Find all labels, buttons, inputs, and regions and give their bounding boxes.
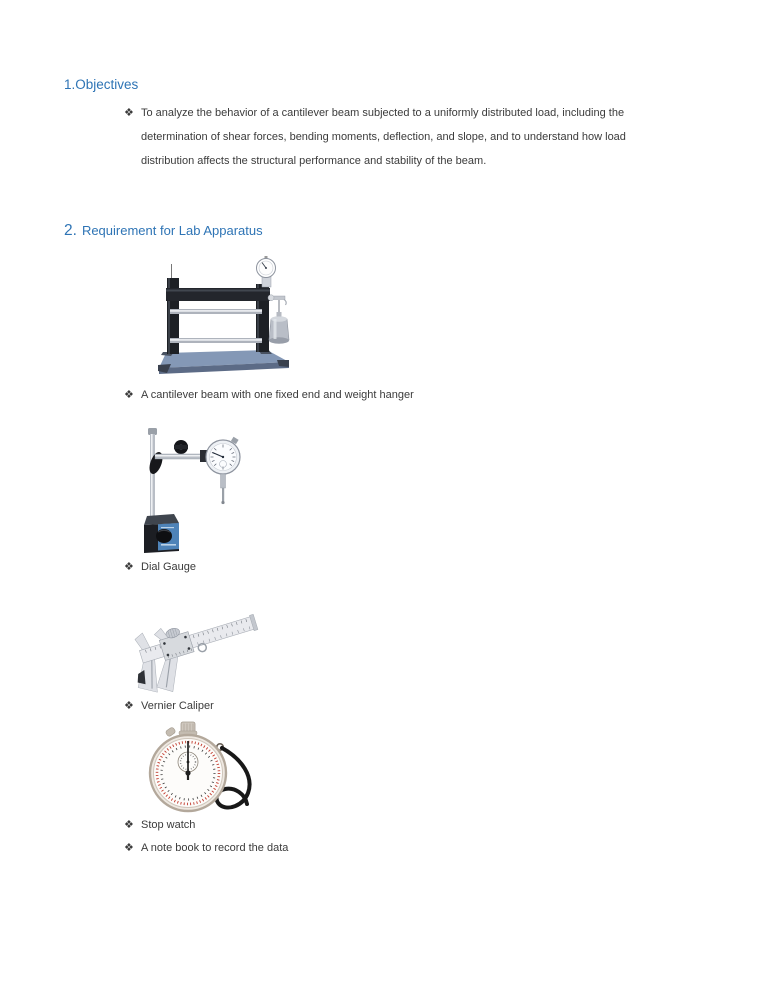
bullet-icon: ❖ xyxy=(124,389,134,401)
apparatus-heading-number: 2. xyxy=(64,222,77,239)
apparatus-heading xyxy=(64,221,263,241)
apparatus-caption: Stop watch xyxy=(141,819,196,831)
bullet-icon: ❖ xyxy=(124,819,134,831)
bullet-icon: ❖ xyxy=(124,561,134,573)
bullet-icon: ❖ xyxy=(124,842,134,854)
bullet-icon: ❖ xyxy=(124,107,134,119)
apparatus-caption: A note book to record the data xyxy=(141,842,289,854)
apparatus-caption: Vernier Caliper xyxy=(141,700,214,712)
apparatus-heading-title: Requirement for Lab Apparatus xyxy=(81,223,263,238)
cantilever-beam-apparatus-image xyxy=(158,256,293,375)
objectives-paragraph xyxy=(124,101,669,173)
apparatus-list-item xyxy=(124,841,288,855)
vernier-caliper-image xyxy=(117,590,265,698)
apparatus-list-item xyxy=(124,388,414,402)
stop-watch-image xyxy=(140,721,262,814)
apparatus-list-item xyxy=(124,699,214,713)
apparatus-list-item xyxy=(124,560,196,574)
objectives-heading: 1.Objectives xyxy=(64,77,139,92)
apparatus-caption: A cantilever beam with one fixed end and weight hanger xyxy=(141,389,414,401)
apparatus-caption: Dial Gauge xyxy=(141,561,197,573)
dial-gauge-image xyxy=(143,428,245,554)
bullet-icon: ❖ xyxy=(124,700,134,712)
apparatus-list-item xyxy=(124,818,195,832)
objectives-text: To analyze the behavior of a cantilever beam subjected to a uniformly distributed load, including the determination of shear forces, bending moments, deflection, and slope, and to understand how load distribution affects the structural performance and stability of the beam. xyxy=(141,107,626,167)
